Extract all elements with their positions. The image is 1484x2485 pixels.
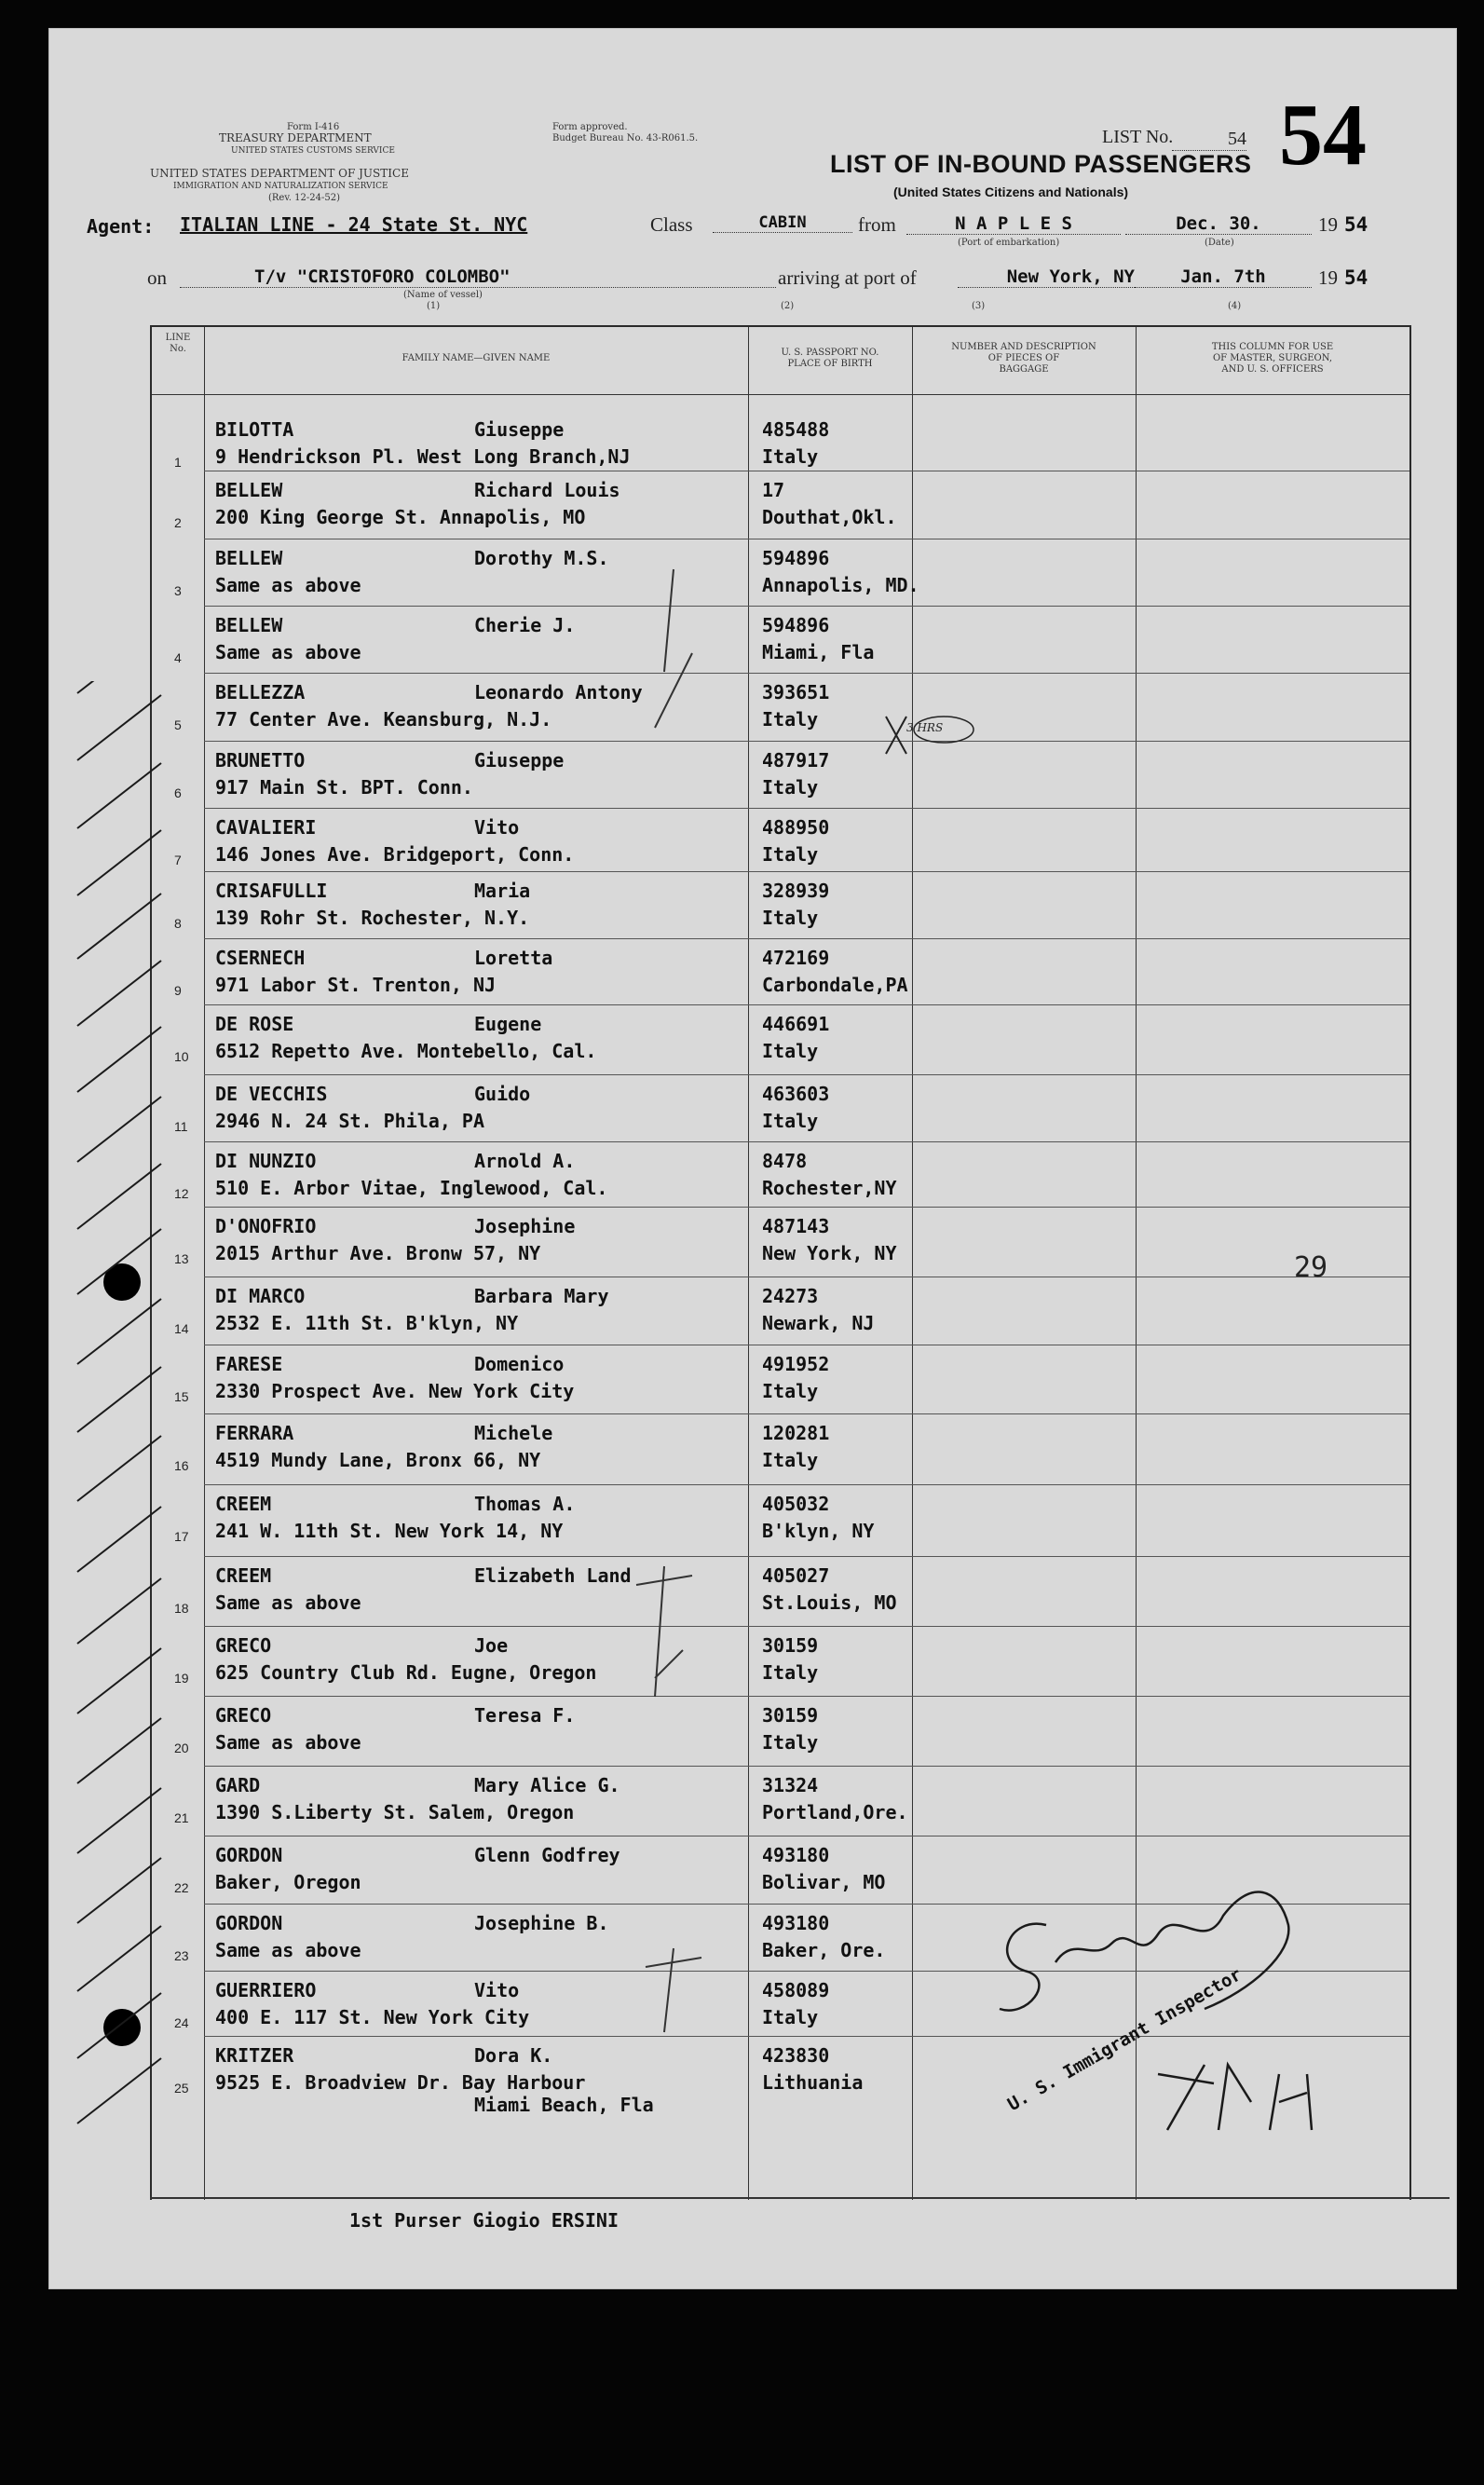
place-of-birth: Italy [762,843,819,866]
line-number: 6 [174,785,182,800]
passenger-family-name: BELLEW [215,547,283,569]
check-mark-stroke [77,1164,161,1229]
check-mark-stroke [77,1507,161,1572]
passenger-address: 2532 E. 11th St. B'klyn, NY [215,1312,519,1334]
check-mark-stroke [77,1578,161,1644]
passport-number: 17 [762,479,785,501]
passenger-given-name: Domenico [474,1353,565,1375]
place-of-birth: B'klyn, NY [762,1520,875,1542]
passport-number: 487143 [762,1215,830,1237]
passenger-address: 2330 Prospect Ave. New York City [215,1380,575,1402]
passenger-address: 510 E. Arbor Vitae, Inglewood, Cal. [215,1177,608,1199]
row-divider [204,808,1409,809]
form-approved: Form approved. [552,122,628,132]
year-prefix: 19 [1318,213,1338,236]
row-divider [204,1484,1409,1485]
passenger-given-name: Joe [474,1634,509,1657]
purser-line: 1st Purser Giogio ERSINI [349,2209,619,2232]
passenger-given-name: Teresa F. [474,1704,576,1727]
passenger-given-name: Dora K. [474,2044,553,2067]
place-of-birth: St.Louis, MO [762,1591,897,1614]
line-number: 9 [174,983,182,998]
line-number: 20 [174,1741,189,1755]
passport-number: 458089 [762,1979,830,2001]
passenger-given-name: Guido [474,1083,531,1105]
place-of-birth: Lithuania [762,2071,864,2094]
passenger-given-name: Glenn Godfrey [474,1844,620,1866]
place-of-birth: Miami, Fla [762,641,875,663]
row-divider [204,1074,1409,1075]
list-number: 54 [1279,87,1367,184]
passport-number: 405027 [762,1564,830,1587]
place-of-birth: Italy [762,1731,819,1754]
check-mark-stroke [77,681,161,693]
treasury-dept: TREASURY DEPARTMENT [219,131,372,144]
passenger-address: 77 Center Ave. Keansburg, N.J. [215,708,552,730]
line-number: 17 [174,1529,189,1544]
passenger-family-name: CREEM [215,1564,272,1587]
customs-service: UNITED STATES CUSTOMS SERVICE [231,146,395,156]
place-of-birth: Italy [762,1110,819,1132]
line-number: 11 [174,1119,188,1134]
place-of-birth: Baker, Ore. [762,1939,886,1961]
check-mark-stroke [77,1648,161,1714]
place-of-birth: Italy [762,1661,819,1684]
budget-bureau: Budget Bureau No. 43-R061.5. [552,133,699,143]
line-number: 2 [174,515,182,530]
passport-number: 405032 [762,1493,830,1515]
justice-dept: UNITED STATES DEPARTMENT OF JUSTICE [150,167,409,180]
passenger-address: 6512 Repetto Ave. Montebello, Cal. [215,1040,597,1062]
line-number: 19 [174,1671,189,1686]
passenger-family-name: CRISAFULLI [215,880,328,902]
from-caption: (Port of embarkation) [958,238,1060,248]
header-baggage: NUMBER AND DESCRIPTION OF PIECES OF BAGGAGE [951,342,1096,375]
passport-number: 446691 [762,1013,830,1035]
row-divider [204,741,1409,742]
check-mark-stroke [77,894,161,959]
line-number: 23 [174,1948,189,1963]
arrival-date: Jan. 7th [1135,266,1312,288]
passenger-family-name: FERRARA [215,1422,294,1444]
header-officers: THIS COLUMN FOR USE OF MASTER, SURGEON, AND U. S. OFFICERS [1211,342,1334,375]
col4-caption: (4) [1228,301,1242,311]
check-mark-stroke [77,1858,161,1923]
header-line-no: LINE No. [165,333,191,354]
row-divider [204,1766,1409,1767]
row-divider [204,1556,1409,1557]
passenger-given-name: Dorothy M.S. [474,547,609,569]
date-caption: (Date) [1205,238,1234,248]
year-value: 54 [1344,213,1368,236]
passenger-given-name: Michele [474,1422,553,1444]
line-number: 12 [174,1186,189,1201]
check-mark-stroke [77,1788,161,1853]
passport-number: 30159 [762,1634,819,1657]
passenger-family-name: BELLEW [215,614,283,636]
place-of-birth: Italy [762,776,819,799]
col-divider-baggage [912,327,913,2200]
on-label: on [147,266,167,289]
line-number: 13 [174,1251,189,1266]
arriving-label: arriving at port of [778,266,917,289]
passenger-given-name: Eugene [474,1013,542,1035]
passenger-address: 200 King George St. Annapolis, MO [215,506,586,528]
passport-number: 24273 [762,1285,819,1307]
passenger-given-name: Barbara Mary [474,1285,609,1307]
passenger-given-name: Loretta [474,947,553,969]
passenger-family-name: CSERNECH [215,947,306,969]
row-divider [204,1141,1409,1142]
col3-caption: (3) [972,301,986,311]
date-value: Dec. 30. [1125,213,1312,235]
vessel-name: T/v "CRISTOFORO COLOMBO" [180,266,776,288]
place-of-birth: Italy [762,1040,819,1062]
arrival-year: 54 [1344,266,1368,289]
row-divider [204,1626,1409,1627]
passenger-family-name: D'ONOFRIO [215,1215,317,1237]
line-number: 18 [174,1601,189,1616]
place-of-birth: New York, NY [762,1242,897,1264]
line-number: 10 [174,1049,189,1064]
list-no-small: 54 [1172,129,1246,151]
passenger-address: Same as above [215,574,361,596]
inspector-signature [972,1850,1382,2205]
passenger-address: 4519 Mundy Lane, Bronx 66, NY [215,1449,541,1471]
passport-number: 487917 [762,749,830,771]
place-of-birth: Rochester,NY [762,1177,897,1199]
row-divider [204,1413,1409,1414]
line-number: 1 [174,455,182,470]
line-number: 22 [174,1880,189,1895]
passenger-family-name: GRECO [215,1634,272,1657]
passenger-given-name: Josephine B. [474,1912,609,1934]
passenger-family-name: GORDON [215,1912,283,1934]
line-number: 21 [174,1810,189,1825]
passport-number: 491952 [762,1353,830,1375]
row-divider [204,673,1409,674]
passenger-given-name: Giuseppe [474,418,565,441]
passenger-family-name: CAVALIERI [215,816,317,839]
line-number: 7 [174,853,182,867]
passenger-given-name: Vito [474,816,520,839]
passenger-address: Same as above [215,1939,361,1961]
row-divider [204,938,1409,939]
place-of-birth: Annapolis, MD. [762,574,919,596]
passport-number: 594896 [762,547,830,569]
col-divider-passport [748,327,749,2200]
place-of-birth: Douthat,Okl. [762,506,897,528]
passenger-family-name: GARD [215,1774,261,1796]
passenger-address: 241 W. 11th St. New York 14, NY [215,1520,564,1542]
passenger-given-name: Arnold A. [474,1150,576,1172]
header-name: FAMILY NAME—GIVEN NAME [402,353,551,363]
place-of-birth: Bolivar, MO [762,1871,886,1893]
passenger-given-name: Richard Louis [474,479,620,501]
vessel-caption: (Name of vessel) [403,290,483,300]
passport-number: 485488 [762,418,830,441]
passenger-address: 2015 Arthur Ave. Bronw 57, NY [215,1242,541,1264]
from-value: N A P L E S [906,213,1121,235]
check-mark-stroke [77,1436,161,1501]
passenger-given-name: Elizabeth Land [474,1564,632,1587]
passenger-family-name: BELLEZZA [215,681,306,703]
page-title: LIST OF IN-BOUND PASSENGERS [830,150,1252,178]
check-mark-stroke [77,961,161,1026]
passenger-address: 1390 S.Liberty St. Salem, Oregon [215,1801,575,1823]
passenger-family-name: GRECO [215,1704,272,1727]
line-number: 16 [174,1458,189,1473]
passenger-address: Baker, Oregon [215,1871,361,1893]
line-number: 5 [174,717,182,732]
passenger-family-name: GORDON [215,1844,283,1866]
passport-number: 393651 [762,681,830,703]
line-number: 25 [174,2081,189,2096]
passenger-address: 917 Main St. BPT. Conn. [215,776,473,799]
passenger-family-name: KRITZER [215,2044,294,2067]
check-mark-stroke [77,1926,161,1991]
passenger-given-name: Thomas A. [474,1493,576,1515]
passenger-family-name: BILOTTA [215,418,294,441]
passenger-given-name: Vito [474,1979,520,2001]
page-subtitle: (United States Citizens and Nationals) [893,184,1129,199]
col1-caption: (1) [427,301,441,311]
class-label: Class [650,213,693,236]
line-number: 24 [174,2015,189,2030]
pen-strokes [608,551,720,2041]
passport-number: 488950 [762,816,830,839]
time-note [1167,2069,1171,2070]
passenger-given-name: Mary Alice G. [474,1774,620,1796]
list-no-label: LIST No. [1102,127,1174,147]
passenger-given-name: Giuseppe [474,749,565,771]
check-mark-stroke [77,1718,161,1783]
check-mark-stroke [77,695,161,760]
row-divider [204,871,1409,872]
passenger-family-name: DI NUNZIO [215,1150,317,1172]
passenger-address: 9 Hendrickson Pl. West Long Branch,NJ [215,445,631,468]
col2-caption: (2) [781,301,795,311]
form-revision: (Rev. 12-24-52) [268,193,341,203]
passenger-address: 146 Jones Ave. Bridgeport, Conn. [215,843,575,866]
passport-number: 423830 [762,2044,830,2067]
passport-number: 30159 [762,1704,819,1727]
passenger-address: 2946 N. 24 St. Phila, PA [215,1110,484,1132]
passenger-family-name: BRUNETTO [215,749,306,771]
check-mark-stroke [77,1993,161,2058]
passport-number: 493180 [762,1912,830,1934]
row-divider [204,1696,1409,1697]
inspector-stamp: U. S. Immigrant Inspector [1004,1964,1246,2116]
passenger-address: 400 E. 117 St. New York City [215,2006,530,2028]
passenger-address: Same as above [215,641,361,663]
passenger-address: Same as above [215,1731,361,1754]
passport-number: 120281 [762,1422,830,1444]
margin-number: 29 [1294,1251,1328,1284]
line-number: 4 [174,650,182,665]
check-mark-stroke [77,1027,161,1092]
passenger-family-name: GUERRIERO [215,1979,317,2001]
passenger-family-name: CREEM [215,1493,272,1515]
header-rule [152,394,1409,395]
check-mark-stroke [77,1367,161,1432]
passenger-family-name: DE VECCHIS [215,1083,328,1105]
row-divider [204,1004,1409,1005]
line-number: 8 [174,916,182,931]
ins-service: IMMIGRATION AND NATURALIZATION SERVICE [173,182,388,191]
passport-number: 8478 [762,1150,808,1172]
line-number: 3 [174,583,182,598]
check-mark-stroke [77,1229,161,1294]
passenger-address: 139 Rohr St. Rochester, N.Y. [215,907,530,929]
passenger-given-name: Cherie J. [474,614,576,636]
agent-label: Agent: [87,215,155,238]
passport-number: 463603 [762,1083,830,1105]
passenger-family-name: DE ROSE [215,1013,294,1035]
check-mark-stroke [77,830,161,895]
passenger-address: 9525 E. Broadview Dr. Bay Harbour [215,2071,586,2094]
col-divider-name [204,327,205,2200]
place-of-birth: Italy [762,1449,819,1471]
passenger-family-name: BELLEW [215,479,283,501]
passenger-given-name: Leonardo Antony [474,681,643,703]
check-mark-stroke [77,1299,161,1364]
passport-number: 328939 [762,880,830,902]
place-of-birth: Italy [762,445,819,468]
header-passport: U. S. PASSPORT NO. PLACE OF BIRTH [781,348,879,369]
passenger-address: Same as above [215,1591,361,1614]
place-of-birth: Italy [762,907,819,929]
class-value: CABIN [713,213,852,233]
passenger-address: 625 Country Club Rd. Eugne, Oregon [215,1661,597,1684]
place-of-birth: Italy [762,2006,819,2028]
passport-number: 472169 [762,947,830,969]
passenger-given-name: Josephine [474,1215,576,1237]
check-mark-stroke [77,1097,161,1162]
passenger-address: 971 Labor St. Trenton, NJ [215,974,497,996]
row-divider [204,1207,1409,1208]
place-of-birth: Italy [762,708,819,730]
arrival-port: New York, NY [958,266,1135,288]
passenger-family-name: DI MARCO [215,1285,306,1307]
baggage-check-mark [878,709,981,774]
check-mark-stroke [77,2058,161,2123]
place-of-birth: Newark, NJ [762,1312,875,1334]
arrival-year-prefix: 19 [1318,266,1338,289]
passport-number: 594896 [762,614,830,636]
passenger-family-name: FARESE [215,1353,283,1375]
manifest-sheet [48,28,1457,2289]
form-number: Form I-416 [287,122,340,132]
margin-check-marks [59,681,180,2265]
place-of-birth: Italy [762,1380,819,1402]
passenger-given-name: Maria [474,880,531,902]
baggage-note: 3 HRS [906,721,944,734]
agent-value: ITALIAN LINE - 24 State St. NYC [180,213,528,236]
passport-number: 493180 [762,1844,830,1866]
line-number: 15 [174,1389,189,1404]
line-number: 14 [174,1321,189,1336]
place-of-birth: Carbondale,PA [762,974,908,996]
passport-number: 31324 [762,1774,819,1796]
place-of-birth: Portland,Ore. [762,1801,908,1823]
check-mark-stroke [77,763,161,828]
from-label: from [858,213,896,236]
passenger-address-2: Miami Beach, Fla [474,2094,654,2116]
row-divider [204,606,1409,607]
